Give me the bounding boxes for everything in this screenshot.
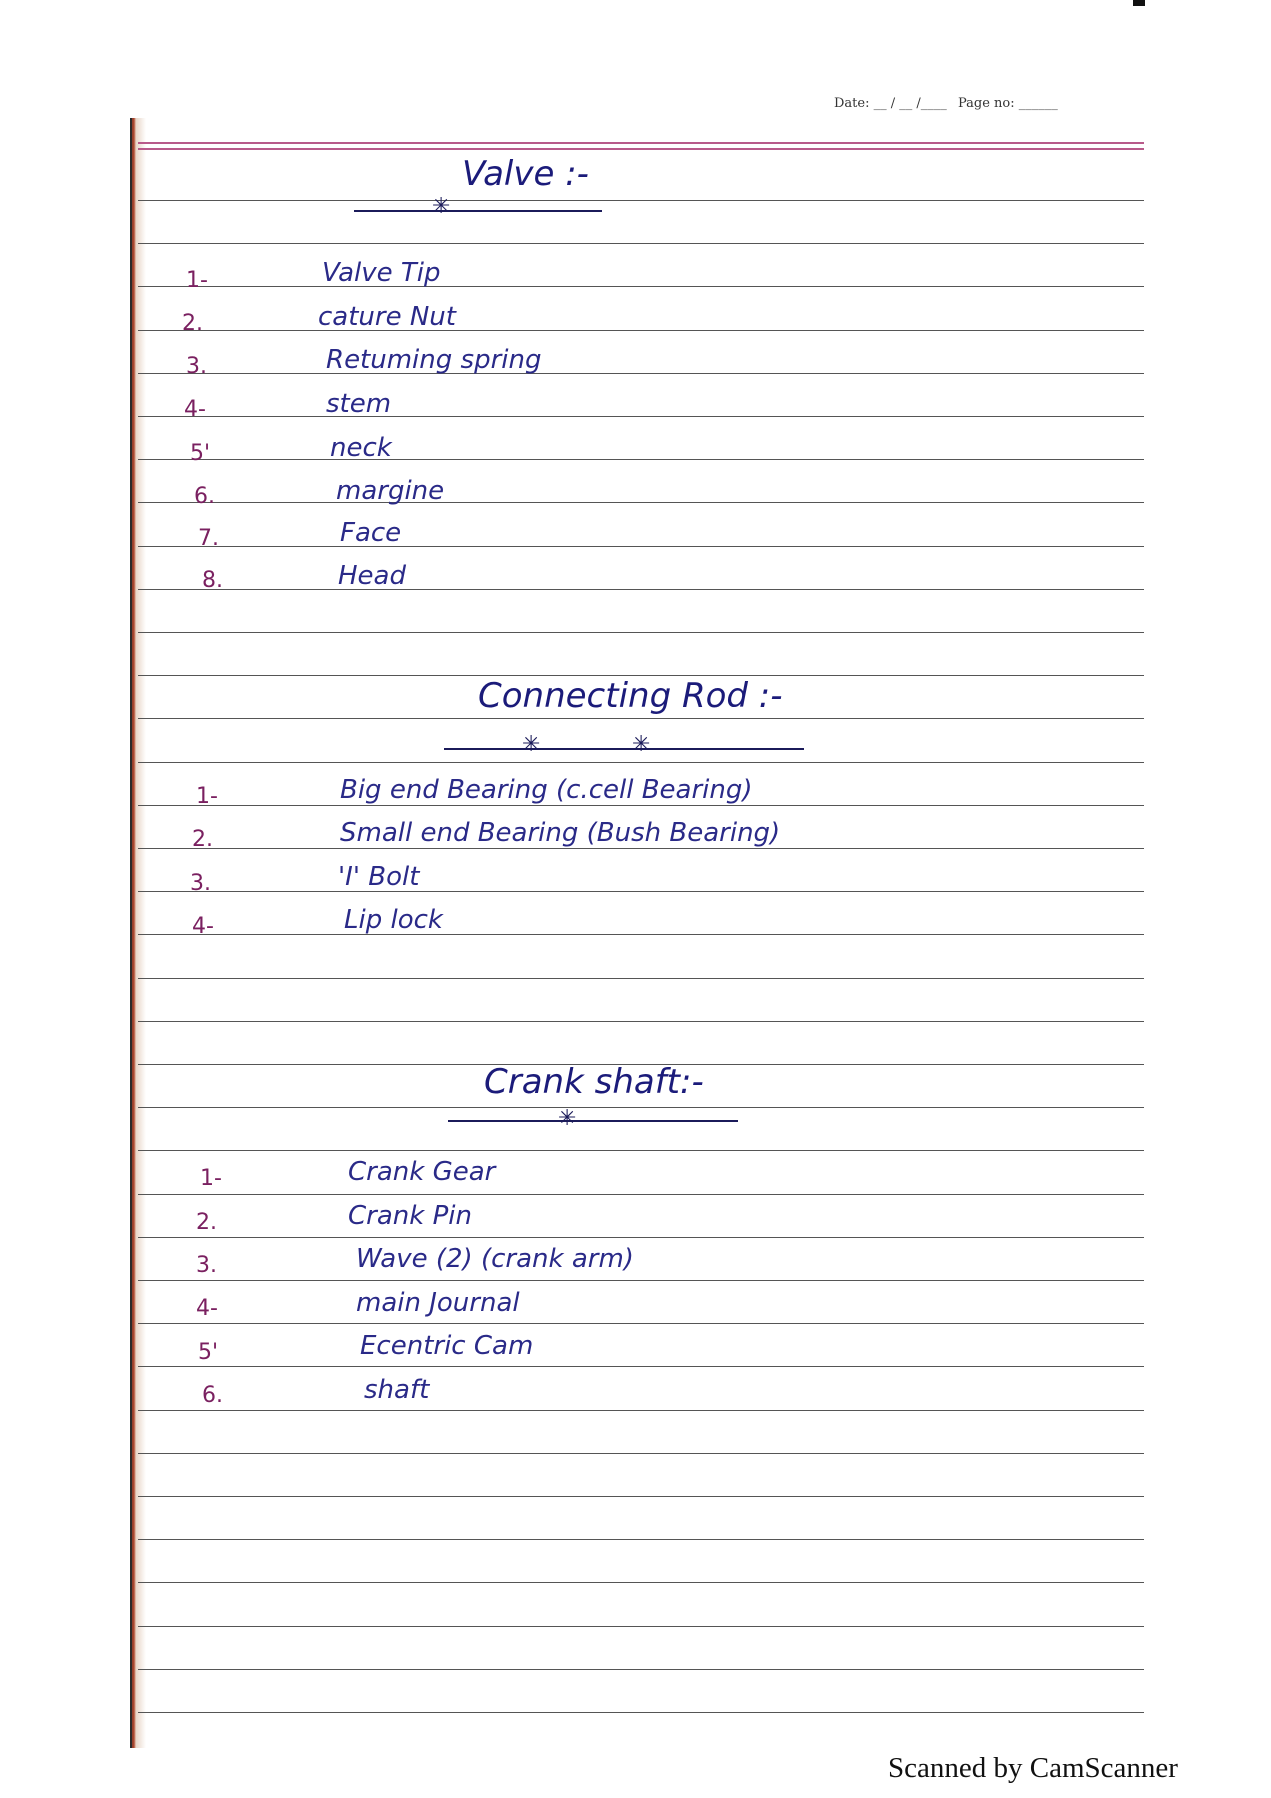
ruled-line — [138, 546, 1144, 547]
item-number: 1- — [200, 1166, 222, 1191]
crank-shaft-item: Wave (2) (crank arm) — [356, 1244, 634, 1274]
ruled-line — [138, 718, 1144, 719]
crank-shaft-item: main Journal — [356, 1288, 520, 1318]
item-number: 1- — [186, 268, 208, 293]
ruled-line — [138, 416, 1144, 417]
ruled-line — [138, 286, 1144, 287]
ruled-line — [138, 1323, 1144, 1324]
title-underline — [444, 748, 804, 750]
crank-shaft-item: Ecentric Cam — [360, 1331, 534, 1361]
ruled-line — [138, 891, 1144, 892]
ruled-line — [138, 1712, 1144, 1713]
date-label: Date: __ / __ /____ — [834, 96, 947, 111]
valve-item: neck — [330, 433, 392, 463]
section-title-valve: Valve :- — [462, 154, 589, 194]
scanner-watermark: Scanned by CamScanner — [888, 1752, 1178, 1784]
ruled-line — [138, 1496, 1144, 1497]
section-title-crank-shaft: Crank shaft:- — [484, 1062, 704, 1102]
ruled-line — [138, 934, 1144, 935]
ruled-line — [138, 589, 1144, 590]
ruled-line — [138, 632, 1144, 633]
ruled-line — [138, 1582, 1144, 1583]
ruled-line — [138, 978, 1144, 979]
item-number: 1- — [196, 784, 218, 809]
header-rule — [138, 148, 1144, 150]
item-number: 2. — [182, 311, 203, 336]
item-number: 3. — [186, 354, 207, 379]
page-margin — [130, 118, 146, 1748]
ruled-line — [138, 1194, 1144, 1195]
item-number: 6. — [202, 1383, 223, 1408]
connecting-rod-item: Big end Bearing (c.cell Bearing) — [340, 775, 753, 805]
item-number: 5' — [190, 441, 211, 466]
ruled-line — [138, 1150, 1144, 1151]
ruled-line — [138, 330, 1144, 331]
ruled-line — [138, 1669, 1144, 1670]
ruled-line — [138, 459, 1144, 460]
ruled-line — [138, 762, 1144, 763]
ruled-line — [138, 502, 1144, 503]
connecting-rod-item: Small end Bearing (Bush Bearing) — [340, 818, 781, 848]
ruled-line — [138, 1021, 1144, 1022]
ruled-line — [138, 1626, 1144, 1627]
ruled-line — [138, 373, 1144, 374]
valve-item: Retuming spring — [326, 345, 542, 375]
item-number: 4- — [196, 1296, 218, 1321]
asterisk-icon: ✳ — [522, 732, 541, 757]
asterisk-icon: ✳ — [558, 1106, 577, 1131]
title-underline — [448, 1120, 738, 1122]
item-number: 2. — [192, 827, 213, 852]
connecting-rod-item: Lip lock — [344, 905, 443, 935]
item-number: 4- — [184, 397, 206, 422]
asterisk-icon: ✳ — [432, 194, 451, 219]
ruled-line — [138, 1107, 1144, 1108]
item-number: 2. — [196, 1210, 217, 1235]
ruled-line — [138, 1410, 1144, 1411]
item-number: 8. — [202, 568, 223, 593]
ruled-line — [138, 1237, 1144, 1238]
title-underline — [354, 210, 602, 212]
valve-item: Face — [340, 518, 402, 548]
item-number: 6. — [194, 484, 215, 509]
ruled-line — [138, 1453, 1144, 1454]
ruled-line — [138, 1280, 1144, 1281]
corner-mark — [1133, 0, 1145, 6]
page-number-label: Page no: ______ — [958, 96, 1058, 111]
crank-shaft-item: shaft — [364, 1375, 430, 1405]
header-rule — [138, 142, 1144, 144]
valve-item: Valve Tip — [322, 258, 441, 288]
item-number: 3. — [196, 1253, 217, 1278]
valve-item: stem — [326, 389, 392, 419]
connecting-rod-item: 'I' Bolt — [338, 862, 420, 892]
item-number: 4- — [192, 914, 214, 939]
section-title-connecting-rod: Connecting Rod :- — [478, 676, 783, 716]
ruled-line — [138, 200, 1144, 201]
ruled-line — [138, 1366, 1144, 1367]
ruled-line — [138, 243, 1144, 244]
valve-item: Head — [338, 561, 406, 591]
crank-shaft-item: Crank Pin — [348, 1201, 472, 1231]
crank-shaft-item: Crank Gear — [348, 1157, 496, 1187]
item-number: 5' — [198, 1340, 219, 1365]
ruled-line — [138, 848, 1144, 849]
valve-item: margine — [336, 476, 445, 506]
item-number: 7. — [198, 526, 219, 551]
asterisk-icon: ✳ — [632, 732, 651, 757]
ruled-line — [138, 1539, 1144, 1540]
valve-item: cature Nut — [318, 302, 456, 332]
item-number: 3. — [190, 871, 211, 896]
